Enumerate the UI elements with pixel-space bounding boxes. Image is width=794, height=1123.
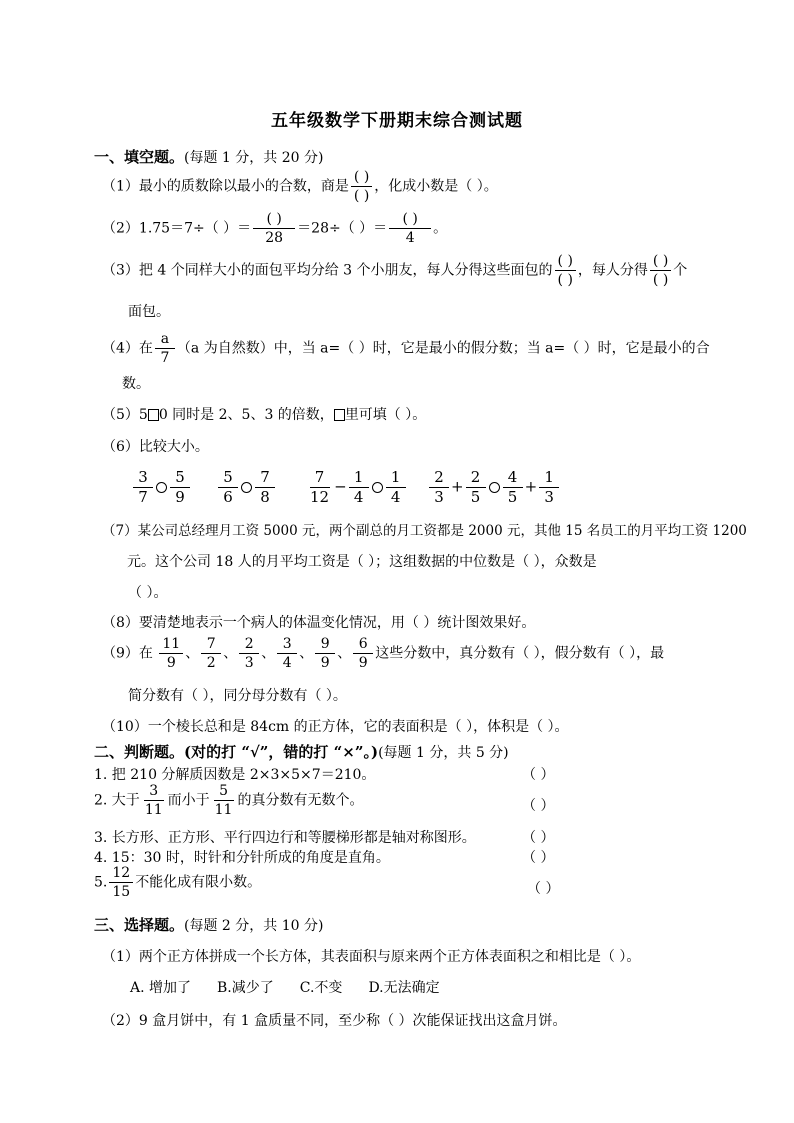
question-text: ＝28÷（ ）＝ xyxy=(297,220,388,237)
fraction: $\frac{( )}{( )}$ xyxy=(555,254,576,287)
page-title: 五年级数学下册期末综合测试题 xyxy=(271,111,523,131)
fraction: $\frac{12}{15}$ xyxy=(109,866,133,899)
section-score-note: (每题 1 分，共 20 分) xyxy=(184,150,324,166)
fraction: $\frac{9}{9}$ xyxy=(315,637,335,670)
option-c: C.不变 xyxy=(299,980,343,996)
compare-circle xyxy=(156,482,167,493)
question-7-line-2: 元。这个公司 18 人的月平均工资是（ ）；这组数据的中位数是（ ），众数是 xyxy=(127,554,597,570)
question-text: （1）最小的质数除以最小的合数，商是 xyxy=(102,178,349,195)
section-title: 三、选择题。 xyxy=(94,916,185,934)
fraction: $\frac{a}{7}$ xyxy=(155,332,175,365)
option-a: A. 增加了 xyxy=(130,980,192,996)
question-6: （6）比较大小。 xyxy=(102,439,209,455)
question-text: （a 为自然数）中，当 a=（ ）时，它是最小的假分数；当 a=（ ）时，它是最小的合 xyxy=(176,340,710,357)
question-3-continued: 面包。 xyxy=(128,304,170,320)
question-7: （7）某公司总经理月工资 5000 元，两个副总的月工资都是 2000 元，其他 15 名员工的月平均工资 1200 xyxy=(102,523,747,539)
answer-paren: （ ） xyxy=(522,767,555,783)
fraction: $\frac{7}{2}$ xyxy=(201,637,221,670)
question-text: 0 同时是 2、5、3 的倍数， xyxy=(158,407,334,423)
section-true-false-heading xyxy=(94,741,509,762)
compare-circle xyxy=(372,482,383,493)
choice-2: （2）9 盒月饼中，有 1 盒质量不同，至少称（ ）次能保证找出这盒月饼。 xyxy=(102,1013,567,1029)
judge-1: 1. 把 210 分解质因数是 2×3×5×7＝210。 xyxy=(94,767,376,783)
question-text: 这些分数中，真分数有（ ），假分数有（ ），最 xyxy=(375,645,665,662)
answer-paren: （ ） xyxy=(522,830,555,846)
blank-box xyxy=(334,409,345,421)
comparison-2: $\frac{5}{6}$ $\frac{7}{8}$ xyxy=(216,470,277,505)
judge-4: 4. 15：30 时，时针和分针所成的角度是直角。 xyxy=(94,850,390,866)
fraction: $\frac{6}{9}$ xyxy=(353,637,373,670)
option-b: B.减少了 xyxy=(217,980,274,996)
question-text: ，化成小数是（ ）。 xyxy=(374,178,498,195)
question-text: 。 xyxy=(433,220,448,237)
section-title: 一、填空题。 xyxy=(94,148,185,166)
question-5 xyxy=(102,404,426,424)
question-7-line-3: （ ）。 xyxy=(128,585,168,601)
question-text: （9）在 xyxy=(102,645,153,662)
choice-1: （1）两个正方体拼成一个长方体，其表面积与原来两个正方体表面积之和相比是（ ）。 xyxy=(102,949,641,965)
question-text: 个 xyxy=(673,262,688,279)
question-4 xyxy=(102,332,710,365)
section-score-note: (每题 2 分，共 10 分) xyxy=(184,918,324,934)
compare-circle xyxy=(489,482,500,493)
question-2 xyxy=(102,212,447,245)
question-10: （10）一个棱长总和是 84cm 的正方体，它的表面积是（ ），体积是（ ）。 xyxy=(102,719,569,735)
fraction: $\frac{( )}{( )}$ xyxy=(351,170,372,203)
answer-paren: （ ） xyxy=(522,798,555,814)
judge-2: 2. 大于 $\frac{3}{11}$ 而小于 $\frac{5}{11}$ 的真分数有无数个。 xyxy=(94,783,364,818)
question-9-continued: 简分数有（ ），同分母分数有（ ）。 xyxy=(128,688,347,704)
fraction: $\frac{5}{11}$ xyxy=(214,783,233,818)
compare-circle xyxy=(241,482,252,493)
question-text: （5）5 xyxy=(102,407,148,423)
answer-paren: （ ） xyxy=(522,850,555,866)
comparison-4: $\frac{2}{3}$ + $\frac{2}{5}$ $\frac{4}{5}$ + $\frac{1}{3}$ xyxy=(427,470,561,505)
question-text: ，每人分得 xyxy=(577,262,648,279)
fraction: $\frac{( )}{28}$ xyxy=(253,212,295,245)
question-8: （8）要清楚地表示一个病人的体温变化情况，用（ ）统计图效果好。 xyxy=(102,615,536,631)
fraction: $\frac{3}{4}$ xyxy=(277,637,297,670)
question-text: 里可填（ ）。 xyxy=(344,407,427,423)
judge-5: 5. $\frac{12}{15}$ 不能化成有限小数。 xyxy=(94,865,262,900)
option-d: D.无法确定 xyxy=(368,980,440,996)
section-fill-blank-heading xyxy=(94,146,323,167)
section-choice-heading xyxy=(94,914,323,935)
judge-3: 3. 长方形、正方形、平行四边行和等腰梯形都是轴对称图形。 xyxy=(94,830,476,846)
fraction: $\frac{( )}{( )}$ xyxy=(650,254,671,287)
question-9: （9）在 $\frac{11}{9}$ 、 $\frac{7}{2}$ 、 $\frac{2}{3}$ 、 $\frac{3}{4}$ 、 $\frac{9}{9}$ 、 $\frac{6}{9}$ 这些分数中，真分数有（ ），假分数有（ ），最 xyxy=(102,636,665,671)
fraction: $\frac{3}{11}$ xyxy=(144,783,163,818)
question-1 xyxy=(102,170,498,203)
question-4-continued: 数。 xyxy=(122,376,150,392)
section-score-note: (每题 1 分，共 5 分) xyxy=(378,745,509,761)
blank-box xyxy=(148,409,159,421)
comparison-3: $\frac{7}{12}$ − $\frac{1}{4}$ $\frac{1}{4}$ xyxy=(305,470,408,505)
question-text: （2）1.75＝7÷（ ）＝ xyxy=(102,220,252,237)
comparison-1: $\frac{3}{7}$ $\frac{5}{9}$ xyxy=(131,470,192,505)
choice-1-options xyxy=(130,977,466,997)
question-text: （3）把 4 个同样大小的面包平均分给 3 个小朋友，每人分得这些面包的 xyxy=(102,262,553,279)
question-3 xyxy=(102,254,687,287)
fraction: $\frac{( )}{4}$ xyxy=(389,212,431,245)
question-text: （4）在 xyxy=(102,340,153,357)
section-title: 二、判断题。(对的打 “√”，错的打 “×”。) xyxy=(94,743,379,761)
fraction: $\frac{11}{9}$ xyxy=(159,637,183,670)
fraction: $\frac{2}{3}$ xyxy=(239,637,259,670)
answer-paren: （ ） xyxy=(527,881,560,897)
